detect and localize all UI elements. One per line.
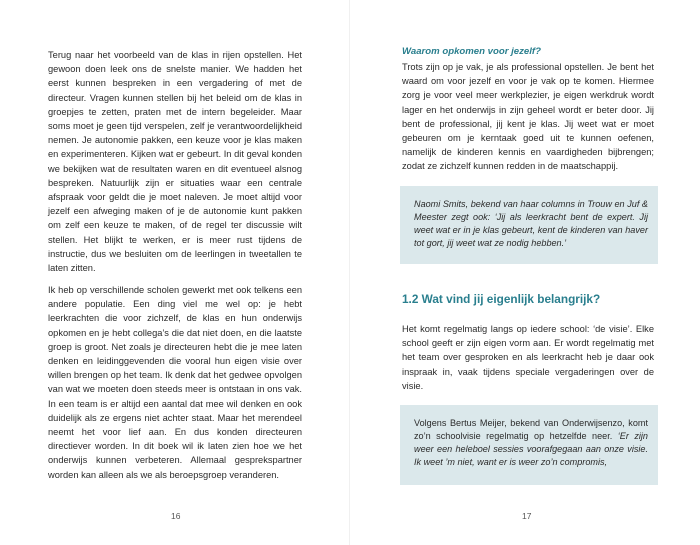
body-paragraph-4: Het komt regelmatig langs op iedere school: ‘de visie’. Elke school geeft er zijn eigen vorm aan. Er wordt regelmatig met het team over gesproken en als leerkracht heb je daar ook inspraak in, vaak tijdens speciale vergaderingen over de visie.	[402, 324, 654, 391]
body-paragraph-2: Ik heb op verschillende scholen gewerkt met ook telkens een andere populatie. Een ding viel me wel op: je hebt leerkrachten die voor zichzelf, de klas en hun onderwijs opkomen en je hebt collega’s die dat niet doen, en die laatste groep is groot. Net zoals je directeuren hebt die je mee laten denken en leidinggevenden die vooral hun eigen visie over willen brengen op het team. Ik denk dat het gedwee opvolgen van wat we moeten doen steeds meer is ontstaan in ons vak. In een team is er altijd een aantal dat mee wil denken en ook duidelijk als ze ergens niet achter staat. Maar het merendeel neemt het voor lief aan. En dus konden directeuren directiever worden. In dit boek wil ik laten zien hoe we het onderwijs kunnen verbeteren. Allemaal gesprekspartner worden kan alleen als we als beroepsgroep veranderen.	[48, 285, 302, 480]
quote-2-intro: Volgens Bertus Meijer, bekend van Onderwijsenzo, komt zo’n schoolvisie regelmatig op hetzelfde neer.	[414, 418, 648, 441]
body-paragraph-1: Terug naar het voorbeeld van de klas in rijen opstellen. Het gewoon doen leek ons de snelste manier. We hadden het eerst kunnen bespreken in een vergadering of met de directeur. Vragen kunnen stellen bij het beleid om de klas in groepjes te zetten, praten met de intern begeleider. Maar soms moet je geen tijd verspelen, zelf je verantwoordelijkheid nemen. Je autonomie pakken, een keuze voor je klas maken en experimenteren. Kijken wat er gebeurt. In dit geval konden we bekijken wat de resultaten waren en dit eventueel alsnog bespreken. Natuurlijk zijn er situaties waar een centrale afspraak voor geldt die je moet naleven. Je moet altijd voor jezelf een afweging maken of je de autonomie kunt pakken om zelf een keuze te maken, of de regel ter discussie wilt stellen. Het blijkt te werken, er is meer rust tijdens de instructie, dus we besluiten om de leerlingen in tweetallen te laten zitten.	[48, 50, 302, 274]
quote-box-1-text	[414, 198, 648, 250]
quote-1-quote: ‘Jij als leerkracht bent de expert. Jij weet wat er in je klas gebeurt, kent de kinderen van haver tot gort, jij weet wat ze nodig hebben.’	[414, 212, 648, 248]
quote-box-1	[400, 186, 658, 264]
subheading: Waarom opkomen voor jezelf?	[402, 46, 541, 57]
page-number-left: 16	[171, 511, 181, 521]
quote-box-2	[400, 405, 658, 485]
body-paragraph-3: Trots zijn op je vak, je als professional opstellen. Je bent het waard om voor jezelf en voor je vak op te komen. Hiermee zorg je voor veel meer werkplezier, je eigen werkdruk wordt lager en het onderwijs in zijn geheel wordt er beter door. Jij bent de professional, jij kent je klas. Jij weet wat er moet gebeuren om je kerntaak goed uit te kunnen oefenen, namelijk de kinderen kennis en vaardigheden bijbrengen; zodat ze zichzelf kunnen redden in de maatschappij.	[402, 62, 654, 172]
page-number-right: 17	[522, 511, 532, 521]
quote-box-2-text	[414, 417, 648, 469]
section-heading: 1.2 Wat vind jij eigenlijk belangrijk?	[402, 292, 601, 306]
right-page	[350, 0, 700, 545]
quote-1-intro: Naomi Smits, bekend van haar columns in Trouw en Juf & Meester zegt ook:	[414, 199, 648, 222]
quote-2-quote: ‘Er zijn weer een heleboel sessies voorafgegaan aan onze visie. Ik weet ’m niet, want er is weer zo’n compromis,	[414, 431, 648, 467]
